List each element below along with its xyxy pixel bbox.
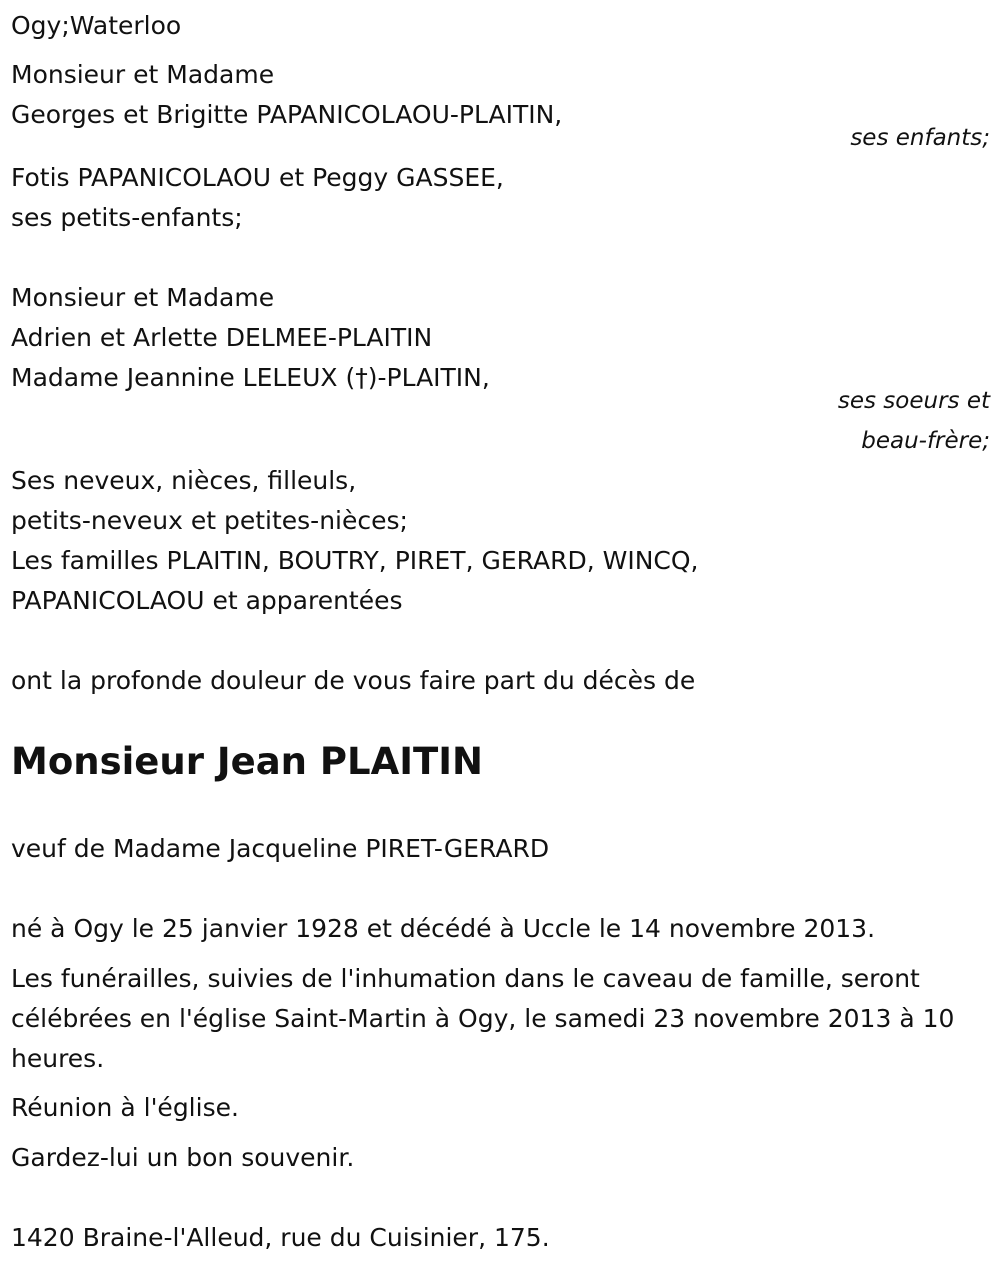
remembrance-text: Gardez-lui un bon souvenir. (11, 1143, 355, 1172)
spouse-text: veuf de Madame Jacqueline PIRET-GERARD (11, 834, 550, 863)
grandchildren-line-2: ses petits-enfants; (11, 203, 243, 232)
extended-family-line-3: Les familles PLAITIN, BOUTRY, PIRET, GERARD, WINCQ, (11, 546, 699, 575)
siblings-line-1: Monsieur et Madame (11, 283, 275, 312)
extended-family-line-4: PAPANICOLAOU et apparentées (11, 586, 403, 615)
birth-death-dates: né à Ogy le 25 janvier 1928 et décédé à Uccle le 14 novembre 2013. (11, 914, 876, 943)
address-text: 1420 Braine-l'Alleud, rue du Cuisinier, 175. (11, 1223, 550, 1252)
siblings-role-line-2: beau-frère; (861, 428, 990, 454)
location-header: Ogy;Waterloo (11, 11, 182, 40)
siblings-role-line-1: ses soeurs et (837, 388, 990, 414)
grandchildren-line-1: Fotis PAPANICOLAOU et Peggy GASSEE, (11, 163, 504, 192)
funeral-line-1: Les funérailles, suivies de l'inhumation dans le caveau de famille, seront (11, 964, 920, 993)
extended-family-line-1: Ses neveux, nièces, filleuls, (11, 466, 357, 495)
children-role: ses enfants; (850, 125, 990, 151)
meeting-text: Réunion à l'église. (11, 1093, 239, 1122)
children-line-2: Georges et Brigitte PAPANICOLAOU-PLAITIN, (11, 100, 563, 129)
children-line-1: Monsieur et Madame (11, 60, 275, 89)
funeral-line-2: célébrées en l'église Saint-Martin à Ogy, le samedi 23 novembre 2013 à 10 (11, 1004, 955, 1033)
funeral-line-3: heures. (11, 1044, 105, 1073)
siblings-line-3: Madame Jeannine LELEUX (†)-PLAITIN, (11, 363, 490, 392)
extended-family-line-2: petits-neveux et petites-nièces; (11, 506, 408, 535)
siblings-line-2: Adrien et Arlette DELMEE-PLAITIN (11, 323, 433, 352)
announcement-text: ont la profonde douleur de vous faire part du décès de (11, 666, 696, 695)
deceased-name: Monsieur Jean PLAITIN (11, 740, 483, 783)
